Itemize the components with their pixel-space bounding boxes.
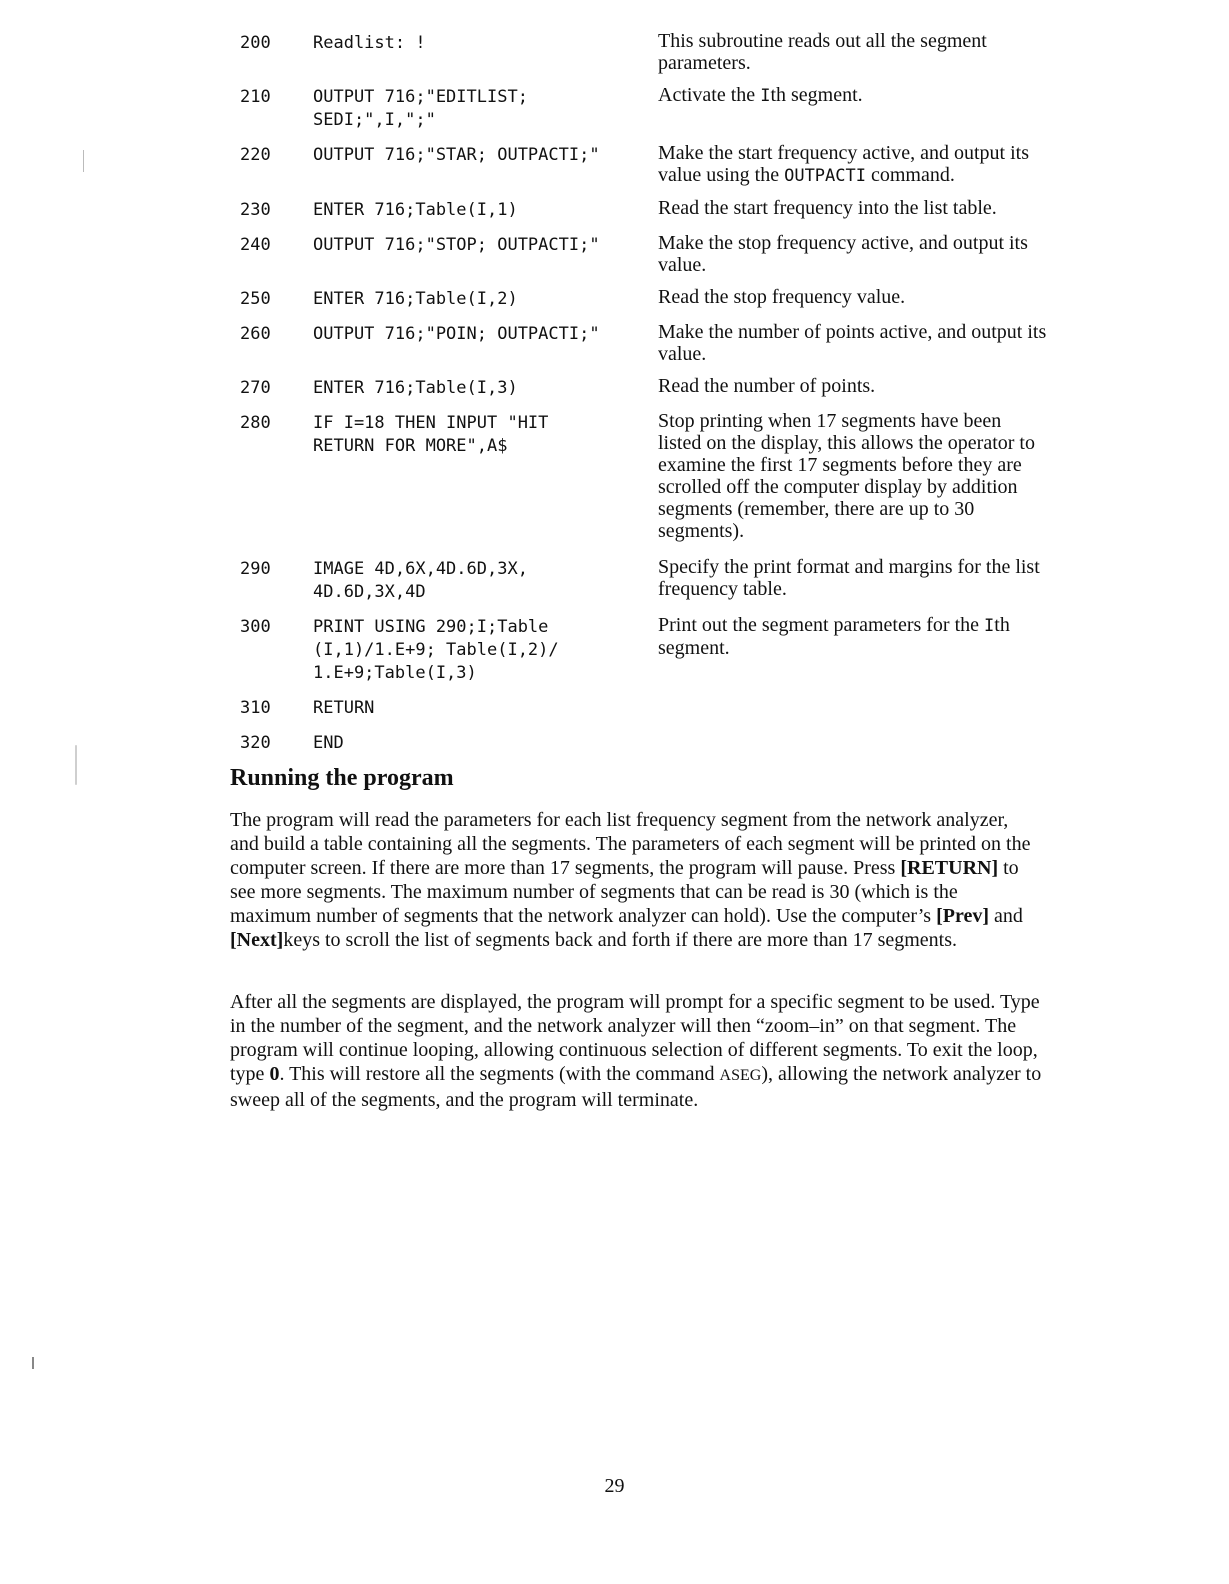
program-line-320 [240, 730, 1060, 755]
line-description: This subroutine reads out all the segment parameters. [658, 30, 987, 74]
code-statement: END [313, 733, 344, 753]
line-number: 210 [240, 87, 271, 107]
scan-mark [75, 745, 77, 785]
line-number: 220 [240, 145, 271, 165]
code-statement: IMAGE 4D,6X,4D.6D,3X, 4D.6D,3X,4D [313, 559, 528, 602]
code-statement: OUTPUT 716;"POIN; OUTPACTI;" [313, 324, 600, 344]
line-number: 270 [240, 378, 271, 398]
program-line-310 [240, 695, 1060, 720]
line-number: 310 [240, 698, 271, 718]
line-number: 250 [240, 289, 271, 309]
return-key-label: [RETURN] [900, 857, 999, 879]
running-paragraph-1: The program will read the parameters for each list frequency segment from the network analyzer, and build a table containing all the segments. The parameters of each segment will be printed on the computer screen. If there are more than 17 segments, the program will pause. Press [RETURN] to see more segments. The maximum number of segments that can be read is 30 (which is the maximum number of segments that the network analyzer can hold). Use the computer’s [Prev] and [Next]keys to scroll the list of segments back and forth if there are more than 17 segments. [230, 809, 1031, 951]
line-description: Stop printing when 17 segments have been listed on the display, this allows the operator to examine the first 17 segments before they are scrolled off the computer display by addition segments (remember, there are up to 30 segments). [658, 410, 1035, 542]
code-statement: OUTPUT 716;"STAR; OUTPACTI;" [313, 145, 600, 165]
line-description: Read the start frequency into the list table. [658, 197, 997, 219]
line-description: Specify the print format and margins for the list frequency table. [658, 556, 1040, 600]
line-number: 280 [240, 413, 271, 433]
line-description: Make the stop frequency active, and output its value. [658, 232, 1028, 276]
line-description: Read the stop frequency value. [658, 286, 906, 308]
program-line-280 [240, 410, 1060, 542]
program-line-270 [240, 375, 1060, 400]
code-statement: PRINT USING 290;I;Table (I,1)/1.E+9; Table(I,2)/ 1.E+9;Table(I,3) [313, 617, 559, 683]
section-heading: Running the program [230, 765, 454, 791]
line-description: Print out the segment parameters for the Ith segment. [658, 614, 1010, 659]
line-description: Read the number of points. [658, 375, 876, 397]
zero-key-label: 0 [269, 1063, 280, 1085]
page-number: 29 [604, 1475, 625, 1497]
program-line-260 [240, 321, 1060, 365]
line-number: 300 [240, 617, 271, 637]
line-number: 320 [240, 733, 271, 753]
prev-key-label: [Prev] [936, 905, 990, 927]
program-line-230 [240, 197, 1060, 222]
line-number: 230 [240, 200, 271, 220]
program-line-290 [240, 556, 1060, 604]
line-description: Activate the Ith segment. [658, 84, 863, 106]
code-statement: OUTPUT 716;"EDITLIST; SEDI;",I,";" [313, 87, 528, 130]
code-statement: Readlist: ! [313, 33, 426, 53]
program-line-250 [240, 286, 1060, 311]
code-statement: ENTER 716;Table(I,1) [313, 200, 518, 220]
aseg-command: ASEG [719, 1067, 762, 1084]
program-line-210 [240, 84, 1060, 132]
program-line-300 [240, 614, 1060, 685]
program-line-220 [240, 142, 1060, 187]
code-statement: OUTPUT 716;"STOP; OUTPACTI;" [313, 235, 600, 255]
scan-mark [32, 1357, 34, 1369]
scan-mark [83, 150, 84, 172]
program-listing [240, 30, 1060, 765]
line-number: 260 [240, 324, 271, 344]
running-paragraph-2: After all the segments are displayed, the program will prompt for a specific segment to be used. Type in the number of the segment, and the network analyzer will then “zoom–in” on that segment. The program will continue looping, allowing continuous selection of different segments. To exit the loop, type 0. This will restore all the segments (with the command ASEG), allowing the network analyzer to sweep all of the segments, and the program will terminate. [230, 991, 1042, 1111]
line-number: 240 [240, 235, 271, 255]
code-statement: RETURN [313, 698, 375, 718]
line-description: Make the number of points active, and output its value. [658, 321, 1047, 365]
code-statement: ENTER 716;Table(I,2) [313, 289, 518, 309]
code-statement: IF I=18 THEN INPUT "HIT RETURN FOR MORE",A$ [313, 413, 549, 456]
next-key-label: [Next] [230, 929, 284, 951]
line-number: 200 [240, 33, 271, 53]
code-statement: ENTER 716;Table(I,3) [313, 378, 518, 398]
line-description: Make the start frequency active, and output its value using the OUTPACTI command. [658, 142, 1029, 186]
program-line-240 [240, 232, 1060, 276]
program-line-200 [240, 30, 1060, 74]
line-number: 290 [240, 559, 271, 579]
